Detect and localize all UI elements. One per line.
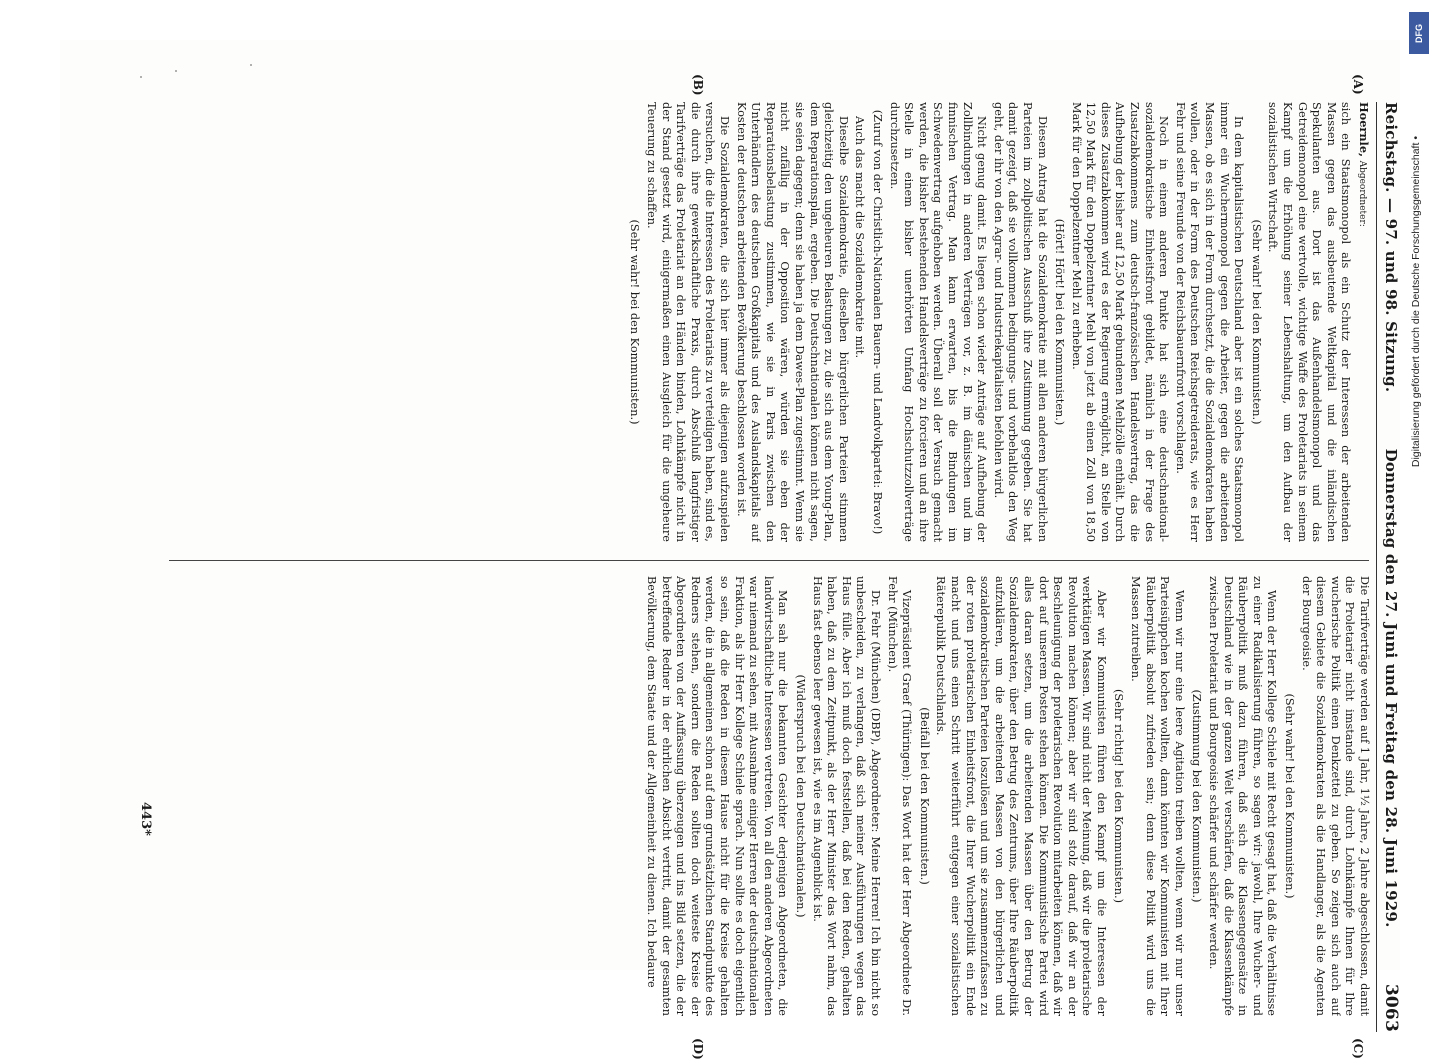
scan-speck bbox=[250, 64, 252, 66]
margin-mark-a: (A) bbox=[1351, 74, 1365, 95]
paragraph: Die Tarifverträge werden auf 1 Jahr, 1½ Jahre, 2 Jahre abgeschlossen, damit die Proletarier nicht imstande sind, durch Lohnkämpfe Ihnen für Ihre wucherische Politik einen Denkzettel zu geben. So zeigen sich auch auf diesem Gebiete die Sozialdemokraten als die Handlanger, als die Agenten der Bourgeoisie. bbox=[1299, 576, 1371, 1016]
paragraph: Dieselbe Sozialdemokratie, dieselben bürgerlichen Parteien stimmen gleichzeitig den ungeheuren Belastungen zu, die sich aus dem Young-Plan, dem Reparationsplan, ergeben. Die Deutschnationalen können nicht sagen, sie seien dagegen; denn sie haben ja dem Dawes-Plan zugestimmt. Wenn sie nicht zufällig in der Opposition wären, würden sie eben der Reparationsbelastung zustimmen, wie sie in Paris zwischen den Unterhändlern des deutschen Großkapitals und des Auslandskapitals auf Kosten der deutschen arbeitenden Bevölkerung beschlossen worden ist. bbox=[734, 102, 850, 542]
paragraph: Nicht genug damit. Es liegen schon wieder Anträge auf Aufhebung der Zollbindungen in anderen Verträgen vor, z. B. im dänischen und im finnischen Vertrag. Man kann erwarten, bis die Bindungen im Schwedenvertrag aufgehoben werden. Überall soll der Versuch gemacht werden, die bisher bestehenden Handelsverträge zu forcieren und an ihre Stelle in einem bisher unerhörten Umfang Hochschutzzollverträge durchzusetzen. bbox=[887, 102, 989, 542]
interjection: (Sehr wahr! bei den Kommunisten.) bbox=[1249, 219, 1263, 425]
scanned-sheet bbox=[60, 40, 1401, 1060]
interjection: (Sehr wahr! bei den Kommunisten.) bbox=[628, 219, 642, 425]
interjection: (Widerspruch bei den Deutschnationalen.) bbox=[794, 674, 808, 918]
scan-speck bbox=[140, 76, 142, 78]
right-column bbox=[131, 576, 1371, 1016]
interjection: (Sehr wahr! bei den Kommunisten.) bbox=[1283, 693, 1297, 899]
funding-note bbox=[1406, 6, 1432, 696]
paragraph: In dem kapitalistischen Deutschland aber ist ein solches Staatsmonopol immer ein Wuchermonopol gegen die Arbeiter, gegen die arbeitenden Massen, ob es sich in der Form durchsetzt, die die Sozialdemokraten haben wollen, oder in der Form des Deutschen Reichsgetreiderats, wie es Herr Fehr und seine Freunde von der Reichsbauernfront vorschlagen. bbox=[1173, 102, 1246, 542]
paragraph: Die Sozialdemokraten, die sich hier immer als diejenigen aufzuspielen versuchen, die die Interessen des Proletariats zu verteidigen haben, sind es, die durch ihre gewerkschaftliche Praxis, durch Abschluß langfristiger Tarifverträge das Proletariat an den Händen binden, Lohnkämpfe nicht in der Stand gesetzt wird, einigermaßen einen Ausgleich für die ungeheure Teuerung zu schaffen. bbox=[645, 102, 732, 542]
margin-mark-b: (B) bbox=[691, 74, 705, 96]
speaker-name: Hoernle, bbox=[1357, 102, 1371, 157]
speaker-line bbox=[1354, 102, 1371, 542]
paragraph: Auch das macht die Sozialdemokratie mit. bbox=[853, 116, 867, 359]
running-header bbox=[1376, 102, 1405, 1032]
page-number: 3063 bbox=[1381, 983, 1401, 1032]
margin-mark-d: (D) bbox=[691, 1038, 705, 1060]
speaker-role: Abgeordneter: bbox=[1357, 160, 1367, 227]
paragraph: Wenn der Herr Kollege Schiele mit Recht gesagt hat, daß die Verhältnisse zu einer Radikalisierung führen, so sagen wir: jawohl, Ihre Wucher- und Räuberpolitik muß dazu führen, daß sich die Klassengegensätze in Deutschland wie in der ganzen Welt verschärfen, daß die Klassenkämpfe zwischen Proletariat und Bourgeoisie schärfer und schärfer werden. bbox=[1207, 576, 1279, 1016]
paragraph: Aber wir Kommunisten führen den Kampf um die Interessen der werktätigen Massen. Wir sind nicht der Meinung, daß wir die proletarische Revolution machen können; aber wir sind stolz darauf, daß wir an der Beschleunigung der proletarischen Revolution mitarbeiten können, daß wir dort auf unserem Posten stehen können. Die Kommunistische Partei wird alles daran setzen, um die arbeitenden Massen über den Betrug der Sozialdemokraten, über den Betrug des Zentrums, über Ihre Räuberpolitik aufzuklären, um die arbeitenden Massen von den bürgerlichen und sozialdemokratischen Parteien loszulösen und um sie zusammenzufassen zu der roten proletarischen Einheitsfront, die Ihrer Wucherpolitik ein Ende macht und uns einen Schritt weiterführt entgegen einer sozialistischen Räterepublik Deutschlands. bbox=[934, 576, 1108, 1016]
interjection: (Zustimmung bei den Kommunisten.) bbox=[1190, 689, 1204, 903]
rotated-page bbox=[115, 74, 1405, 1060]
paragraph: Man sah nur die bekannten Gesichter derjenigen Abgeordneten, die landwirtschaftliche Interessen vertreten. Von all den anderen Abgeordneten war niemand zu sehen, mit Ausnahme einiger Herren der deutschnationalen Fraktion, als ihr Herr Kollege Schiele sprach. Nun sollte es doch eigentlich so sein, daß die Reden in diesem Hause nicht für die Kreise gehalten werden, die in allgemeinen schon auf dem grundsätzlichen Standpunkte des Redners stehen, sondern die Reden sollten doch weiteste Kreise der Abgeordneten von der Auffassung überzeugen und ins Bild setzen, die der betreffende Redner in der ehrlichen Absicht vertritt, damit der gesamten Bevölkerung, dem Staate und der Allgemeinheit zu dienen. Ich bedaure bbox=[645, 576, 790, 1016]
paragraph: Diesem Antrag hat die Sozialdemokratie mit allen anderen bürgerlichen Parteien im zollpolitischen Ausschuß ihre Zustimmung gegeben. Sie hat damit gezeigt, daß sie vollkommen bedingungs- und vorbehaltlos den Weg geht, der ihr von den Agrar- und Industriekapitalisten befohlen wird. bbox=[991, 102, 1049, 542]
scan-speck bbox=[175, 70, 177, 72]
left-column bbox=[131, 102, 1371, 542]
interjection: (Sehr richtig! bei den Kommunisten.) bbox=[1112, 689, 1126, 903]
dfg-logo bbox=[1409, 12, 1429, 54]
header-left: Reichstag. — 97. und 98. Sitzung. bbox=[1382, 102, 1400, 393]
column-divider bbox=[169, 560, 1369, 561]
paragraph: sich ein Staatsmonopol als ein Schutz der Interessen der arbeitenden Massen gegen das ausbeutende Weltkapital und die inländischen Spekulanten aus. Dort ist das Außenhandelsmonopol und das Getreidemonopol eine wertvolle, wichtige Waffe des Proletariats in seinem Kampf um die Erhöhung seiner Lebenshaltung, um den Aufbau der sozialistischen Wirtschaft. bbox=[1266, 102, 1353, 542]
funding-note-text: Digitalisierung gefördert durch die Deutsche Forschungsgemeinschaft • bbox=[1410, 136, 1422, 468]
signature-mark: 443* bbox=[138, 802, 153, 836]
paragraph: Noch in einem anderen Punkte hat sich eine deutschnational-sozialdemokratische Einheitsfront gebildet, nämlich in der Frage des Zusatzabkommens zum deutsch-französischen Handelsvertrag, das die Aufhebung der bisher auf 12,50 Mark gebundenen Mehlzölle enthält. Durch dieses Zusatzabkommen wird es der Regierung ermöglicht, an Stelle von 12,50 Mark für den Doppelzentner Mehl von jetzt ab einen Zoll von 18,50 Mark für den Doppelzentner Mehl zu erheben. bbox=[1069, 102, 1171, 542]
paragraph: Vizepräsident Graef (Thüringen): Das Wort hat der Herr Abgeordnete Dr. Fehr (München). bbox=[885, 576, 914, 1016]
interjection: (Hört! Hört! bei den Kommunisten.) bbox=[1053, 218, 1067, 426]
header-center: Donnerstag den 27. Juni und Freitag den 28. Juni 1929. bbox=[1382, 448, 1400, 928]
dfg-logo-text: DFG bbox=[1414, 23, 1424, 43]
interjection: (Zuruf von der Christlich-Nationalen Bauern- und Landvolkpartei: Bravo!) bbox=[871, 109, 884, 535]
paragraph: Dr. Fehr (München) (DBP), Abgeordneter: Meine Herren! Ich bin nicht so unbescheiden, zu verlangen, daß sich meiner Ausführungen wegen das Haus fülle. Aber ich muß doch feststellen, daß bei den Reden, gehalten haben, daß zu dem Zeitpunkt, als der Herr Minister das Wort nahm, das Haus fast ebenso leer gewesen ist, wie es im Augenblick ist. bbox=[810, 576, 882, 1016]
paragraph: Wenn wir nur eine leere Agitation treiben wollten, wenn wir nur unser Parteisüppchen kochen wollten, dann könnten wir Kommunisten mit Ihrer Räuberpolitik absolut zufrieden sein; denn diese Politik wird uns die Massen zutreiben. bbox=[1129, 576, 1186, 1016]
interjection: (Beifall bei den Kommunisten.) bbox=[917, 707, 931, 885]
margin-mark-c: (C) bbox=[1351, 1038, 1365, 1059]
